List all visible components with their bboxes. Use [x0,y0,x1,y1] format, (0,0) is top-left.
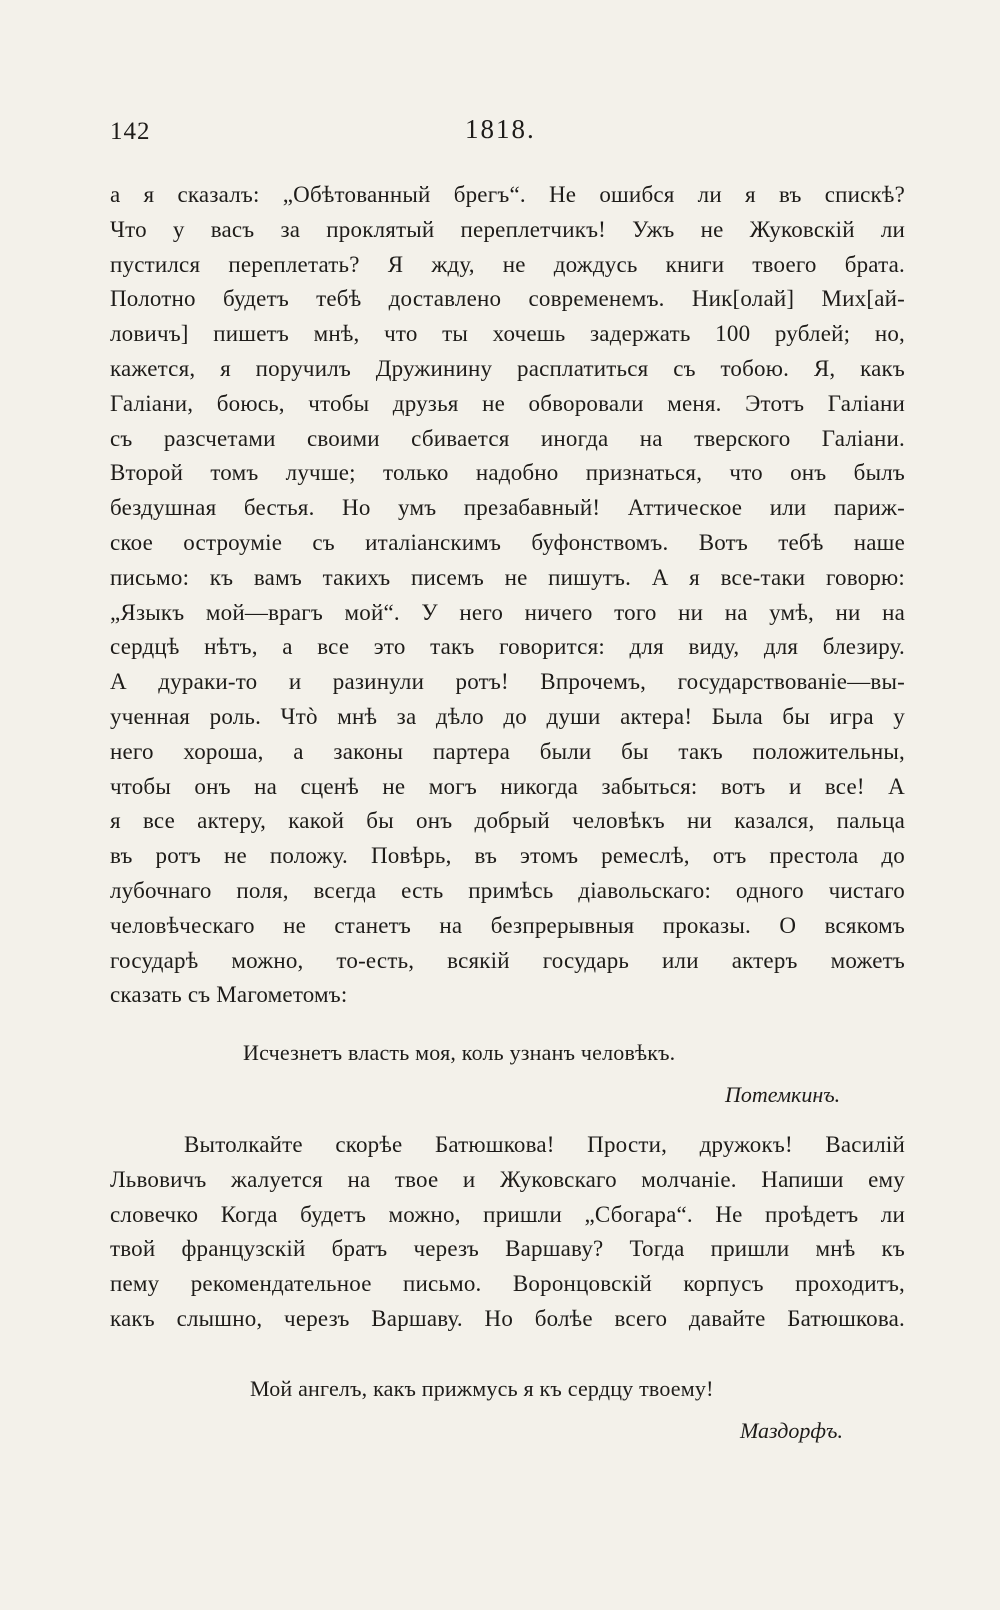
quote-attribution-1: Потемкинъ. [725,1082,841,1107]
text-line: Вытолкайте скорѣе Батюшкова! Прости, дружокъ! Василій [184,1132,905,1157]
text-line: него хороша, а законы партера были бы такъ положительны, [110,738,905,764]
paragraph-2 [110,1128,905,1337]
text-line: ское остроуміе съ италіанскимъ буфонствомъ. Вотъ тебѣ наше [110,529,905,555]
text-line: а я сказалъ: „Обѣтованный брегъ“. Не ошибся ли я въ спискѣ? [110,182,905,207]
text-line: Что у васъ за проклятый переплетчикъ! Ужъ не Жуковскій ли [110,216,905,242]
text-line: твой французскій братъ черезъ Варшаву? Тогда пришли мнѣ къ [110,1236,905,1262]
text-line: какъ слышно, черезъ Варшаву. Но болѣе всего давайте Батюшкова. [110,1305,905,1331]
text-line: кажется, я поручилъ Дружинину расплатиться съ тобою. Я, какъ [110,355,905,381]
running-head-year: 1818. [465,114,536,144]
page-number: 142 [110,118,151,145]
text-line: я все актеру, какой бы онъ добрый человѣкъ ни казался, пальца [110,808,905,834]
text-line: Львовичъ жалуется на твое и Жуковскаго молчаніе. Напиши ему [110,1166,905,1192]
text-line: съ разсчетами своими сбивается иногда на тверского Галіани. [110,425,905,451]
text-line: Галіани, боюсь, чтобы друзья не обворовали меня. Этотъ Галіани [110,390,905,416]
paragraph-1 [110,178,905,1013]
text-line: Второй томъ лучше; только надобно признаться, что онъ былъ [110,460,905,486]
text-line: словечко Когда будетъ можно, пришли „Сбогара“. Не проѣдетъ ли [110,1201,905,1227]
text-line: „Языкъ мой—врагъ мой“. У него ничего того ни на умѣ, ни на [110,599,905,625]
page-header [110,114,900,158]
text-line: сердцѣ нѣтъ, а все это такъ говорится: для виду, для блезиру. [110,634,905,660]
text-line: письмо: къ вамъ такихъ писемъ не пишутъ. А я все-таки говорю: [110,564,905,590]
text-line: пему рекомендательное письмо. Воронцовскій корпусъ проходитъ, [110,1271,905,1297]
text-line: государѣ можно, то-есть, всякій государь или актеръ можетъ [110,947,905,973]
text-line: ученная роль. Чтò мнѣ за дѣло до души актера! Была бы игра у [110,703,905,729]
text-line: лубочнаго поля, всегда есть примѣсь діавольскаго: одного чистаго [110,877,905,903]
text-line: ловичъ] пишетъ мнѣ, что ты хочешь задержать 100 рублей; но, [110,321,905,347]
text-line: сказать съ Магометомъ: [110,982,348,1008]
text-line: чтобы онъ на сценѣ не могъ никогда забыться: вотъ и все! А [110,773,905,799]
text-line: бездушная бестья. Но умъ презабавный! Аттическое или париж- [110,495,905,521]
verse-quote-2: Мой ангелъ, какъ прижмусь я къ сердцу твоему! [250,1376,714,1401]
text-line: человѣческаго не станетъ на безпрерывныя проказы. О всякомъ [110,912,905,938]
text-line: А дураки-то и разинули ротъ! Впрочемъ, государствованіе—вы- [110,669,905,695]
verse-quote-1: Исчезнетъ власть моя, коль узнанъ человѣкъ. [243,1040,676,1065]
text-line: пустился переплетать? Я жду, не дождусь книги твоего брата. [110,251,905,277]
quote-attribution-2: Маздорфъ. [740,1418,843,1443]
text-line: въ ротъ не положу. Повѣрь, въ этомъ ремеслѣ, отъ престола до [110,843,905,869]
text-line: Полотно будетъ тебѣ доставлено современемъ. Ник[олай] Мих[ай- [110,286,905,312]
